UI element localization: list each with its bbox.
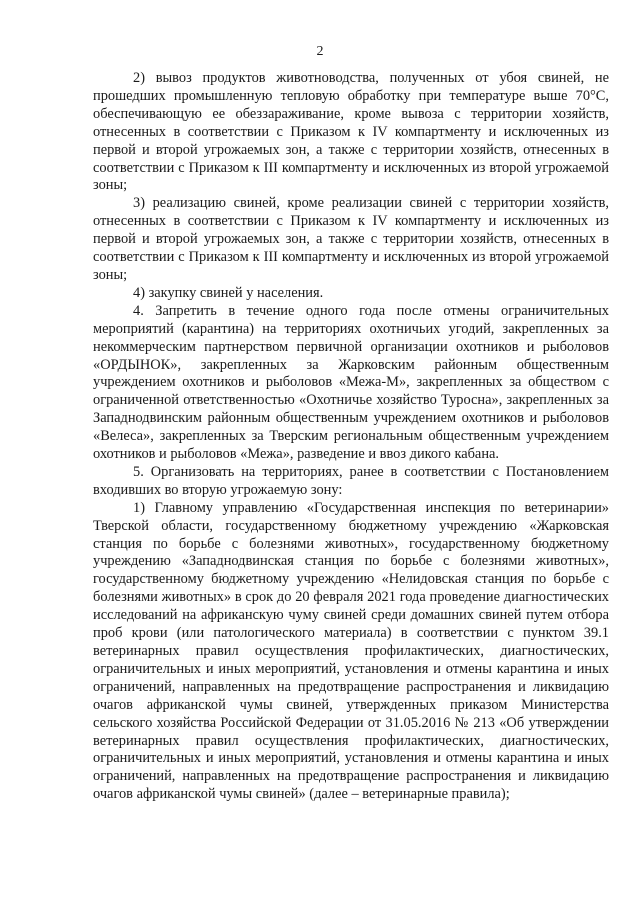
document-body [93, 70, 609, 804]
paragraph-item-4: 4) закупку свиней у населения. [133, 284, 324, 301]
paragraph-clause-5-item-1: 1) Главному управлению «Государственная инспекция по ветеринарии» Тверской области, государственному бюджетному учреждению «Жарковская станция по борьбе с болезнями животных», государственному бюджетному учреждению «Западнодвинская станция по борьбе с болезнями животных», государственному бюджетному учреждению «Нелидовская станция по борьбе с болезнями животных» в срок до 20 февраля 2021 года проведение диагностических исследований на африканскую чуму свиней среди домашних свиней путем отбора проб крови (или патологического материала) в соответствии с пунктом 39.1 ветеринарных правил осуществления профилактических, диагностических, ограничительных и иных мероприятий, установления и отмены карантина и иных ограничений, направленных на предотвращение распространения и ликвидацию очагов африканской чумы свиней, утвержденных приказом Министерства сельского хозяйства Российской Федерации от 31.05.2016 № 213 «Об утверждении ветеринарных правил осуществления профилактических, диагностических, ограничительных и иных мероприятий, установления и отмены карантина и иных ограничений, направленных на предотвращение распространения и ликвидацию очагов африканской чумы свиней» (далее – ветеринарные правила); [93, 499, 609, 803]
paragraph-item-2: 2) вывоз продуктов животноводства, полученных от убоя свиней, не прошедших промышленную тепловую обработку при температуре выше 70°С, обеспечивающую ее обеззараживание, кроме вывоза с территории хозяйств, отнесенных в соответствии с Приказом к IV компартменту и исключенных из первой и второй угрожаемых зон, а также с территории хозяйств, отнесенных в соответствии с Приказом к III компартменту и исключенных из второй угрожаемой зоны; [93, 70, 609, 194]
paragraph-clause-5: 5. Организовать на территориях, ранее в соответствии с Постановлением входивших во вторую угрожаемую зону: [93, 463, 609, 498]
page-number: 2 [316, 44, 324, 59]
paragraph-clause-4: 4. Запретить в течение одного года после отмены ограничительных мероприятий (карантина) на территориях охотничьих угодий, закрепленных за некоммерческим партнерством первичной организации охотников и рыболовов «ОРДЫНОК», закрепленных за Жарковским районным общественным учреждением охотников и рыболовов «Межа-М», закрепленных за обществом с ограниченной ответственностью «Охотничье хозяйство Туросна», закрепленных за Западнодвинским районным общественным учреждением охотников и рыболовов «Велеса», закрепленных за Тверским региональным общественным учреждением охотников и рыболовов «Межа», разведение и ввоз дикого кабана. [93, 302, 609, 463]
paragraph-item-3: 3) реализацию свиней, кроме реализации свиней с территории хозяйств, отнесенных в соответствии с Приказом к IV компартменту и исключенных из первой и второй угрожаемых зон, а также с территории хозяйств, отнесенных в соответствии с Приказом к III компартменту и исключенных из второй угрожаемой зоны; [93, 195, 609, 283]
